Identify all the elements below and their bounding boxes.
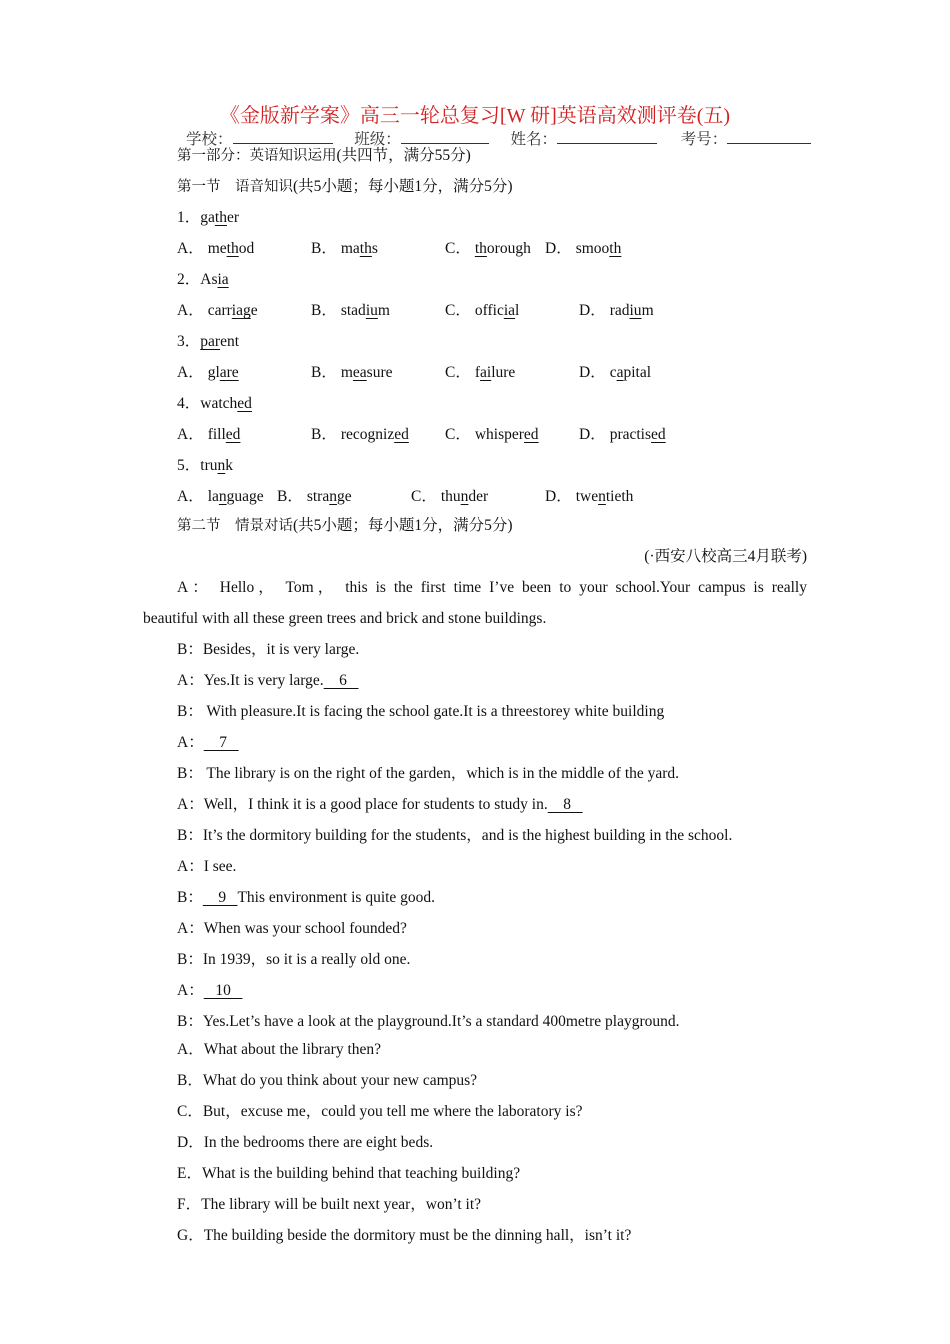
question-source: (·西安八校高三4月联考) xyxy=(644,548,807,565)
answer-option[interactable]: D． practised xyxy=(579,426,666,443)
dialogue-choice: E．What is the building behind that teaching building? xyxy=(177,1165,521,1182)
answer-option[interactable]: D． radium xyxy=(579,302,654,319)
answer-option[interactable]: B． strange xyxy=(277,488,352,505)
answer-option[interactable]: B． recognized xyxy=(311,426,409,443)
dialogue-line: A：When was your school founded? xyxy=(177,920,407,937)
section1-title: 第一节 语音知识 xyxy=(177,179,293,195)
part1-note: (共四节，满分55分) xyxy=(336,147,471,164)
dialogue-choice: D．In the bedrooms there are eight beds. xyxy=(177,1134,434,1151)
answer-option[interactable]: A． glare xyxy=(177,364,239,381)
dialogue-line: B：Besides，it is very large. xyxy=(177,641,360,658)
dialogue-line: B：Yes.Let’s have a look at the playground.It’s a standard 400metre playground. xyxy=(177,1013,680,1030)
answer-blank[interactable]: 8 xyxy=(547,796,583,813)
part1-heading xyxy=(177,146,471,166)
dialogue-choice: A．What about the library then? xyxy=(177,1041,382,1058)
answer-option[interactable]: A． method xyxy=(177,240,255,257)
section1-heading xyxy=(177,177,513,197)
answer-option[interactable]: C． whispered xyxy=(445,426,539,443)
answer-option[interactable]: D． twentieth xyxy=(545,488,634,505)
answer-option[interactable]: D． smooth xyxy=(545,240,622,257)
dialogue-opening-line2: beautiful with all these green trees and brick and stone buildings. xyxy=(143,610,547,627)
question-stem: 1．gather xyxy=(177,209,240,226)
answer-option[interactable]: B． stadium xyxy=(311,302,390,319)
dialogue-line: B：It’s the dormitory building for the students，and is the highest building in the school. xyxy=(177,827,733,844)
dialogue-choice: F．The library will be built next year，won’t it? xyxy=(177,1196,482,1213)
part1-title: 第一部分：英语知识运用 xyxy=(177,148,337,164)
section2-heading xyxy=(177,516,513,536)
section1-note: (共5小题；每小题1分，满分5分) xyxy=(293,178,513,195)
class-blank[interactable] xyxy=(401,129,489,144)
question-stem: 2．Asia xyxy=(177,271,229,288)
number-label: 考号： xyxy=(680,131,728,148)
answer-option[interactable]: C． failure xyxy=(445,364,516,381)
dialogue-line: B： With pleasure.It is facing the school gate.It is a threestorey white building xyxy=(177,703,665,720)
dialogue-line: B： The library is on the right of the garden，which is in the middle of the yard. xyxy=(177,765,680,782)
answer-blank[interactable]: 7 xyxy=(203,734,239,751)
answer-option[interactable]: C． thorough xyxy=(445,240,531,257)
answer-option[interactable]: A． carriage xyxy=(177,302,258,319)
name-label: 姓名： xyxy=(510,131,558,148)
answer-option[interactable]: A． filled xyxy=(177,426,241,443)
dialogue-opening-line1: A： Hello， Tom， this is the first time I’ve been to your school.Your campus is really xyxy=(177,579,807,596)
dialogue-choice: G．The building beside the dormitory must be the dinning hall，isn’t it? xyxy=(177,1227,632,1244)
dialogue-line: A：I see. xyxy=(177,858,237,875)
question-stem: 4．watched xyxy=(177,395,252,412)
school-label: 学校： xyxy=(186,131,233,148)
dialogue-opening xyxy=(143,572,807,634)
section2-title: 第二节 情景对话 xyxy=(177,518,293,534)
dialogue-line: A： 7 xyxy=(177,734,239,751)
answer-blank[interactable]: 6 xyxy=(323,672,359,689)
answer-option[interactable]: B． measure xyxy=(311,364,393,381)
school-blank[interactable] xyxy=(233,129,333,144)
dialogue-line: B： 9 This environment is quite good. xyxy=(177,889,436,906)
answer-option[interactable]: A． language xyxy=(177,488,264,505)
question-stem: 3．parent xyxy=(177,333,239,350)
dialogue-line: A：Yes.It is very large. 6 xyxy=(177,672,359,689)
dialogue-line: A：Well，I think it is a good place for students to study in. 8 xyxy=(177,796,583,813)
class-label: 班级： xyxy=(354,131,401,148)
answer-option[interactable]: C． thunder xyxy=(411,488,489,505)
question-stem: 5．trunk xyxy=(177,457,233,474)
answer-option[interactable]: C． official xyxy=(445,302,520,319)
dialogue-line: A： 10 xyxy=(177,982,243,999)
section2-note: (共5小题；每小题1分，满分5分) xyxy=(293,517,513,534)
dialogue-choice: C．But，excuse me，could you tell me where the laboratory is? xyxy=(177,1103,583,1120)
answer-blank[interactable]: 10 xyxy=(203,982,243,999)
document-title: 《金版新学案》高三一轮总复习[W 研]英语高效测评卷(五) xyxy=(219,105,731,127)
name-blank[interactable] xyxy=(557,129,657,144)
dialogue-line: B：In 1939，so it is a really old one. xyxy=(177,951,411,968)
answer-option[interactable]: B． maths xyxy=(311,240,378,257)
answer-option[interactable]: D． capital xyxy=(579,364,652,381)
answer-blank[interactable]: 9 xyxy=(202,889,238,906)
number-blank[interactable] xyxy=(727,129,811,144)
dialogue-choice: B．What do you think about your new campus? xyxy=(177,1072,478,1089)
